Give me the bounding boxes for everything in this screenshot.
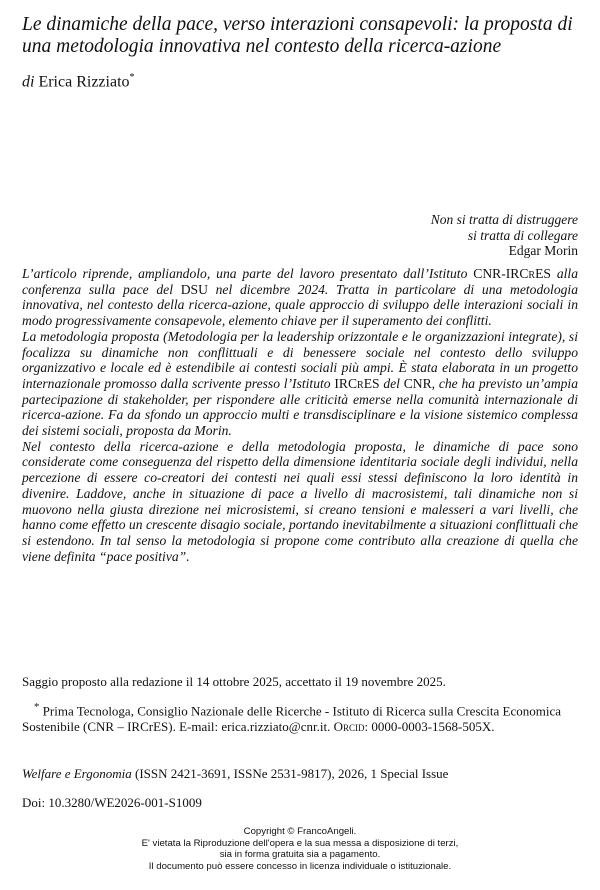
epigraph-attribution: Edgar Morin (508, 243, 578, 258)
copyright-line-3: sia in forma gratuita sia a pagamento. (219, 849, 381, 860)
copyright-line-2: E' vietata la Riproduzione dell'opera e la sua messa a disposizione di terzi, (141, 837, 459, 849)
content-area (22, 0, 578, 890)
abstract-text: del (379, 375, 404, 391)
copyright-notice (22, 826, 578, 872)
abstract-text: La metodologia proposta (Metodologia per la leadership orizzontale e le organizzazioni integrate), si focalizza su dinamiche non conflittuali e di benessere sociale nel contesto dello sviluppo organizzativo e locale ed è estendibile ai contesti sociali più ampi. È stata elaborata in un progetto internazionale promosso dalla scrivente presso l’Istituto (22, 328, 578, 391)
abstract-text: L’articolo riprende, ampliandolo, una parte del lavoro presentato dall’Istituto (22, 266, 474, 281)
abstract-paragraph-3: Nel contesto della ricerca-azione e della metodologia proposta, le dinamiche di pace sono considerate come conseguenza del rispetto della dimensione identitaria sociale degli individui, nella percezione di essere co-creatori dei contesti nei quali essi stessi definiscono la loro identità in divenire. Laddove, anche in situazione di pace a livello di macrosistemi, tali dinamiche non si muovono nella giusta direzione nei microsistemi, si creano tensioni e malesseri a vari livelli, che hanno come effetto un crescente disagio sociale, portando inevitabilmente a situazioni conflittuali che si estendono. In tal senso la metodologia si propone come contributo alla creazione di quella che viene definita “pace positiva”. (22, 438, 578, 564)
epigraph-line-2: si tratta di collegare (467, 227, 578, 243)
footnote-text: Prima Tecnologa, Consiglio Nazionale delle Ricerche - Istituto di Ricerca sulla Crescita Economica Sostenibile (CNR – IRCrES). E-mail: erica.rizziato@cnr.it. (22, 703, 561, 734)
footnote-mark: * (34, 701, 40, 713)
journal-details: (ISSN 2421-3691, ISSNe 2531-9817), 2026, 1 Special Issue (131, 766, 449, 781)
abstract-paragraph-1 (22, 266, 578, 329)
orcid-label: Orcid (333, 718, 365, 734)
abstract (22, 266, 578, 564)
abstract-paragraph-2 (22, 329, 578, 439)
footnote-orcid: : 0000-0003-1568-505X. (364, 718, 495, 734)
abstract-text-smallcaps: DSU (180, 281, 208, 297)
abstract-text: alla conferenza sulla pace del (22, 266, 578, 297)
author-prefix: di (22, 73, 35, 91)
doi: Doi: 10.3280/WE2026-001-S1009 (22, 795, 202, 810)
abstract-text-smallcaps: IRCrES (334, 375, 380, 391)
abstract-text-smallcaps: CNR (403, 375, 432, 391)
epigraph-line-1: Non si tratta di distruggere (430, 212, 578, 227)
author-footnote-mark: * (129, 72, 135, 83)
abstract-text: , che ha previsto un’ampia partecipazione di stakeholder, per rispondere alle criticità emerse nella comunità internazionale di ricerca-azione. Fa da sfondo un approccio multi e transdisciplinare e la visione sistemico complessa dei sistemi sociali, proposta da Morin. (22, 375, 579, 439)
author-name: Erica Rizziato (38, 73, 130, 91)
journal-citation (22, 766, 448, 782)
copyright-line-1: Copyright © FrancoAngeli. (243, 826, 357, 837)
submission-dates: Saggio proposto alla redazione il 14 ottobre 2025, accettato il 19 novembre 2025. (22, 674, 446, 689)
article-title: Le dinamiche della pace, verso interazioni consapevoli: la proposta di una metodologia innovativa nel contesto della ricerca-azione (22, 14, 573, 57)
abstract-text: nel dicembre 2024. Tratta in particolare di una metodologia innovativa, nel contesto della ricerca-azione, quale approccio di sviluppo delle interazioni sociali in modo progressivamente consapevole, elemento chiave per il superamento dei conflitti. (22, 281, 578, 329)
journal-name: Welfare e Ergonomia (22, 766, 132, 781)
copyright-line-4: Il documento può essere concesso in licenza individuale o istituzionale. (148, 860, 452, 872)
epigraph (431, 212, 578, 259)
abstract-text-smallcaps: CNR-IRCrES (473, 266, 551, 281)
author-footnote (22, 700, 578, 734)
